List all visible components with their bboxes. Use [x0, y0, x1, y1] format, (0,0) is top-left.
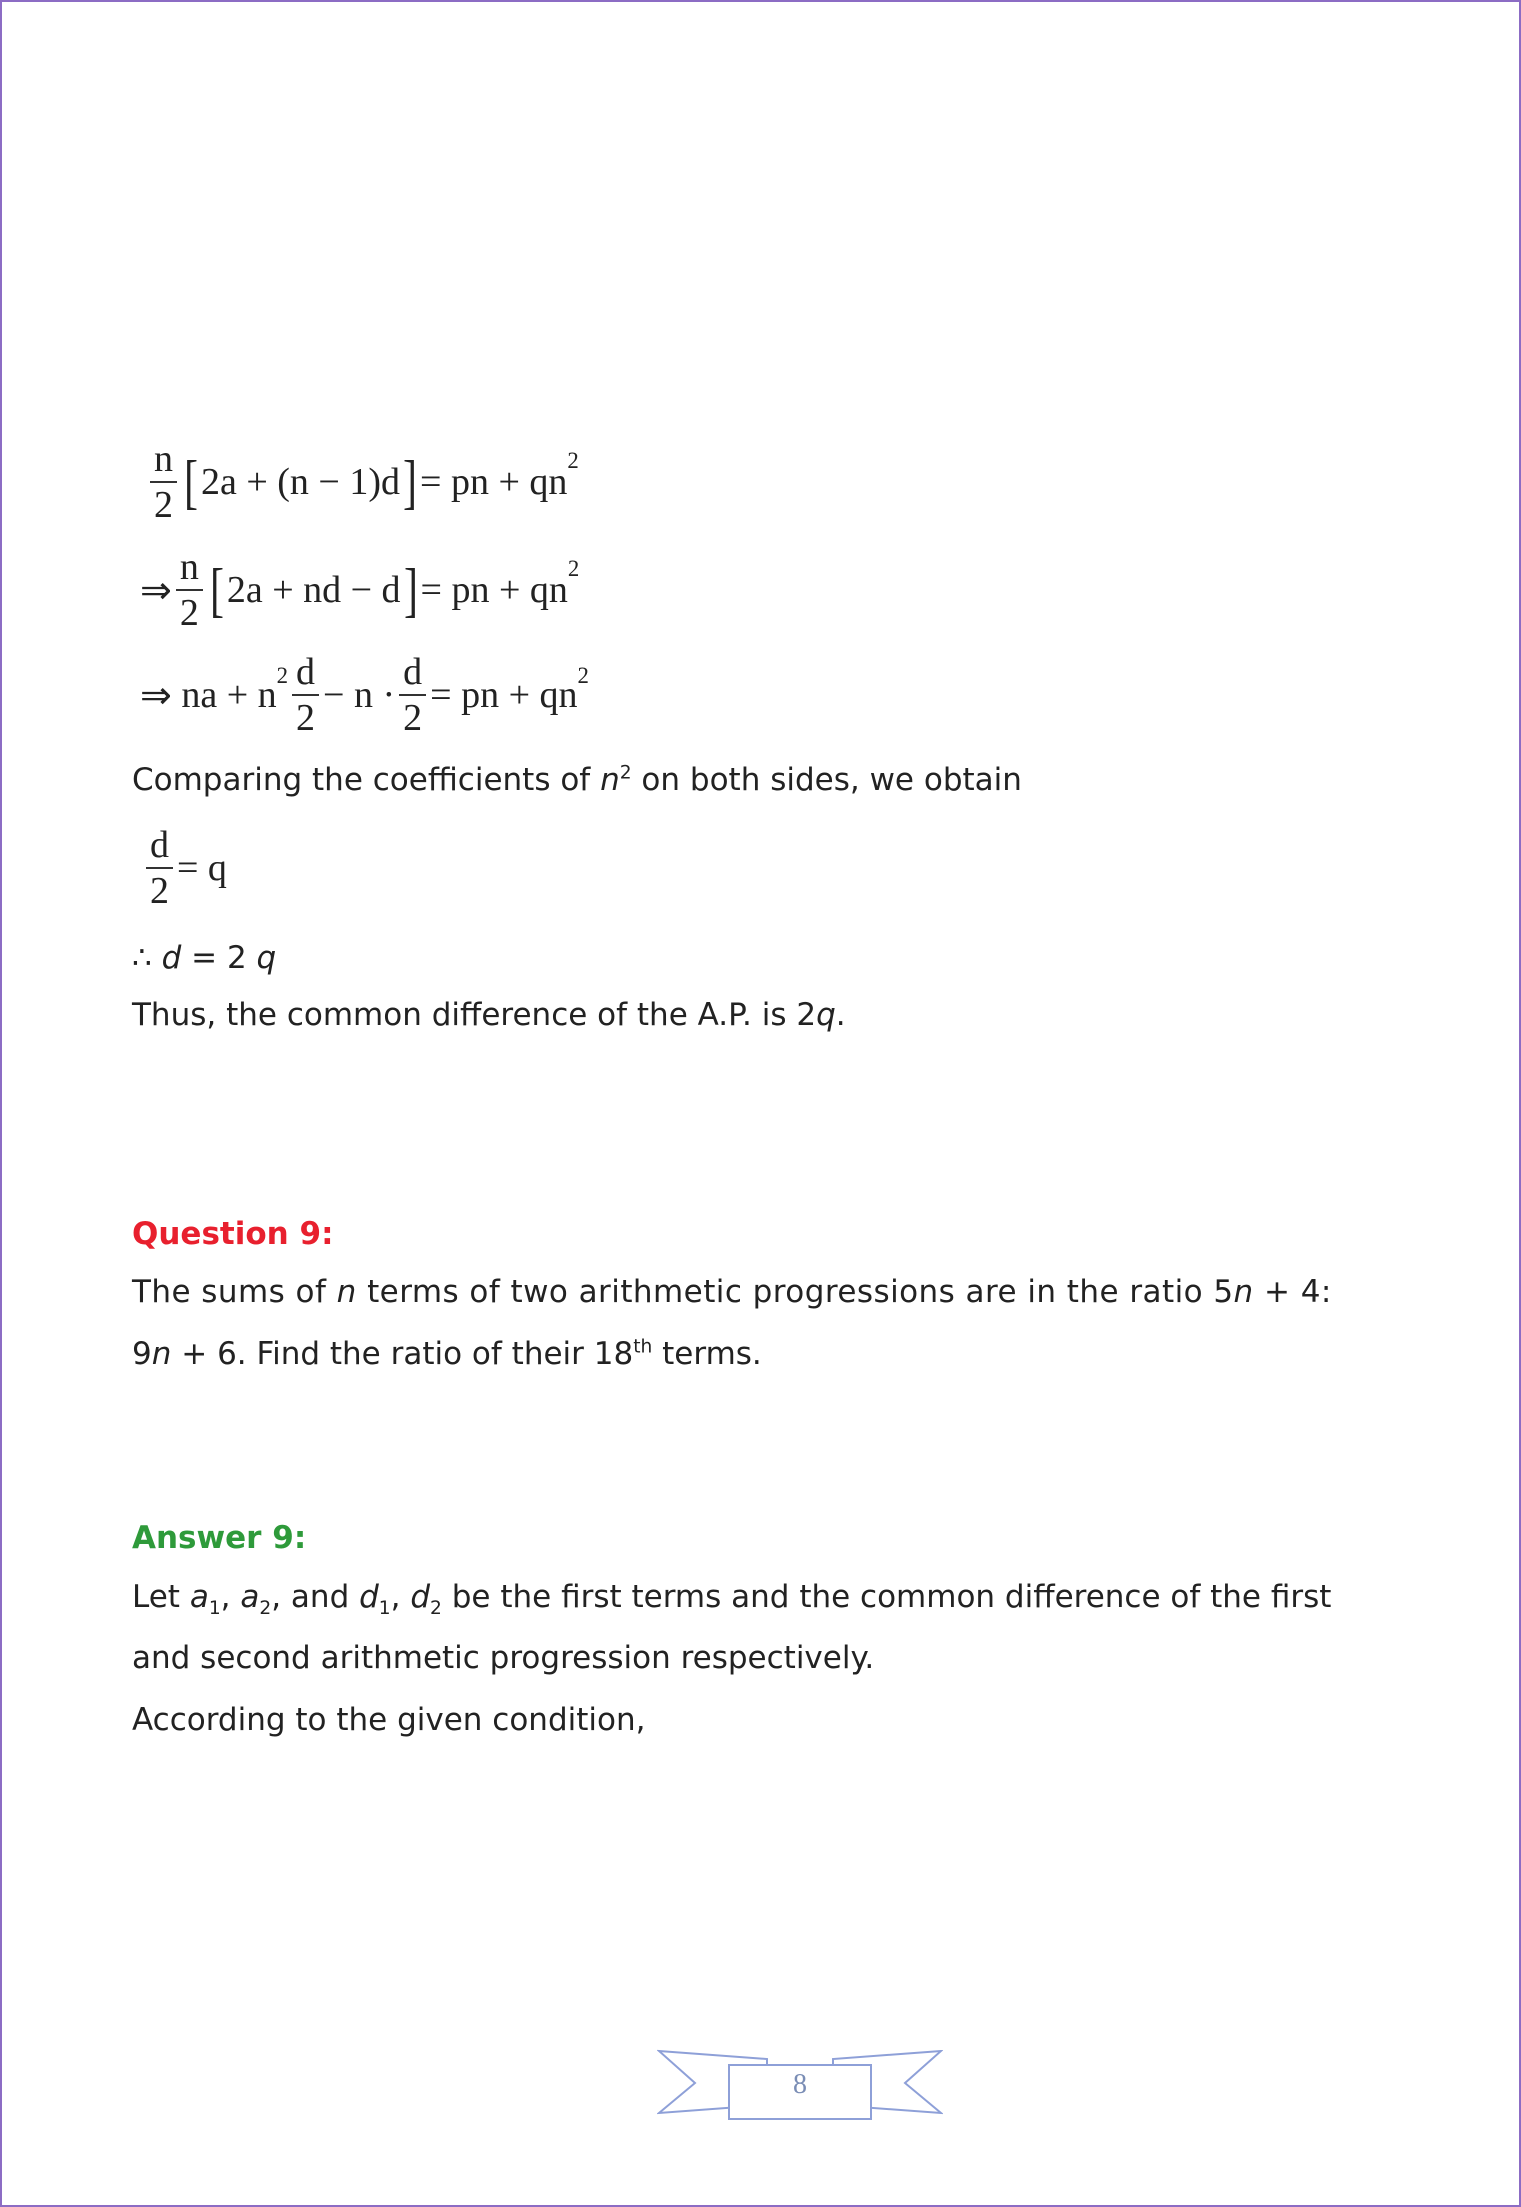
text: . [835, 997, 846, 1033]
fraction-denominator: 2 [154, 484, 173, 526]
text: + 4: [1253, 1274, 1332, 1310]
fraction-denominator: 2 [179, 592, 199, 634]
exponent: 2 [619, 762, 632, 784]
exponent: 2 [567, 448, 579, 473]
fraction-numerator: d [146, 826, 173, 869]
page-number: 8 [793, 2069, 807, 2100]
fraction-numerator: d [399, 653, 426, 696]
answer-line-2: and second arithmetic progression respectively. [132, 1640, 875, 1676]
variable: a [240, 1579, 260, 1615]
equation-middle: − n · [323, 674, 396, 716]
text: + 6. Find the ratio of their 18 [171, 1336, 634, 1372]
question-line-1 [132, 1274, 1332, 1311]
text: 9 [132, 1336, 152, 1372]
page-number-ribbon [657, 2047, 943, 2125]
text: be the first terms and the common difference of the first [441, 1579, 1332, 1615]
text: , [220, 1579, 241, 1615]
text: Let [132, 1579, 190, 1615]
variable: a [189, 1579, 209, 1615]
therefore-line [132, 940, 276, 977]
answer-heading: Answer 9: [132, 1520, 307, 1556]
subscript: 2 [259, 1598, 272, 1620]
variable: q [256, 940, 277, 976]
comparing-text [132, 762, 1022, 799]
variable: d [359, 1579, 379, 1615]
bracket-content: 2a + nd − d [226, 569, 401, 611]
exponent: 2 [577, 663, 589, 688]
bracket-content: 2a + (n − 1)d [200, 461, 401, 503]
implies-symbol: ⇒ [140, 674, 172, 717]
variable: n [600, 762, 620, 798]
equation-4 [142, 826, 227, 910]
variable: q [816, 997, 836, 1033]
equation-rhs: = q [177, 847, 227, 889]
fraction-numerator: n [150, 440, 177, 483]
text: terms. [652, 1336, 762, 1372]
equation-rhs: = pn + qn [420, 461, 568, 503]
text: on both sides, we obtain [631, 762, 1022, 798]
conclusion-text [132, 997, 846, 1034]
variable: n [151, 1336, 172, 1372]
fraction-denominator: 2 [150, 870, 169, 912]
text: Thus, the common difference of the A.P. is 2 [132, 997, 817, 1033]
subscript: 1 [208, 1598, 221, 1620]
equation-rhs: = pn + qn [420, 569, 568, 611]
equation-3 [140, 653, 589, 737]
question-line-2 [132, 1336, 762, 1373]
fraction-numerator: n [176, 548, 203, 591]
text: , and [271, 1579, 360, 1615]
answer-line-1 [132, 1579, 1331, 1621]
equation-lhs: na + n [181, 674, 277, 716]
variable: n [1233, 1274, 1254, 1310]
text: = 2 [181, 940, 257, 976]
text: Comparing the coefficients of [132, 762, 601, 798]
fraction-denominator: 2 [403, 697, 423, 739]
equation-1: $\frac{n}{2}$ [ 2a + (n − 1)d ] = pn + qn $^2$ [146, 440, 579, 524]
subscript: 2 [430, 1598, 442, 1620]
exponent: 2 [567, 556, 580, 581]
superscript: th [633, 1336, 653, 1358]
exponent: 2 [276, 663, 289, 688]
question-heading: Question 9: [132, 1216, 334, 1252]
fraction-numerator: d [292, 653, 319, 696]
variable: n [336, 1274, 357, 1310]
equation-2: ⇒ $\frac{n}{2}$ [ 2a + nd − d ] = pn + qn $^2$ [140, 546, 580, 634]
text: terms of two arithmetic progressions are in the ratio 5 [356, 1274, 1234, 1310]
variable: d [410, 1579, 431, 1615]
therefore-symbol: ∴ [132, 940, 162, 976]
subscript: 1 [378, 1598, 391, 1620]
text: , [390, 1579, 411, 1615]
fraction-denominator: 2 [296, 697, 316, 739]
text: The sums of [132, 1274, 337, 1310]
variable: d [161, 940, 182, 976]
answer-line-3: According to the given condition, [132, 1702, 646, 1738]
implies-symbol: ⇒ [140, 569, 172, 612]
equation-rhs: = pn + qn [430, 674, 578, 716]
